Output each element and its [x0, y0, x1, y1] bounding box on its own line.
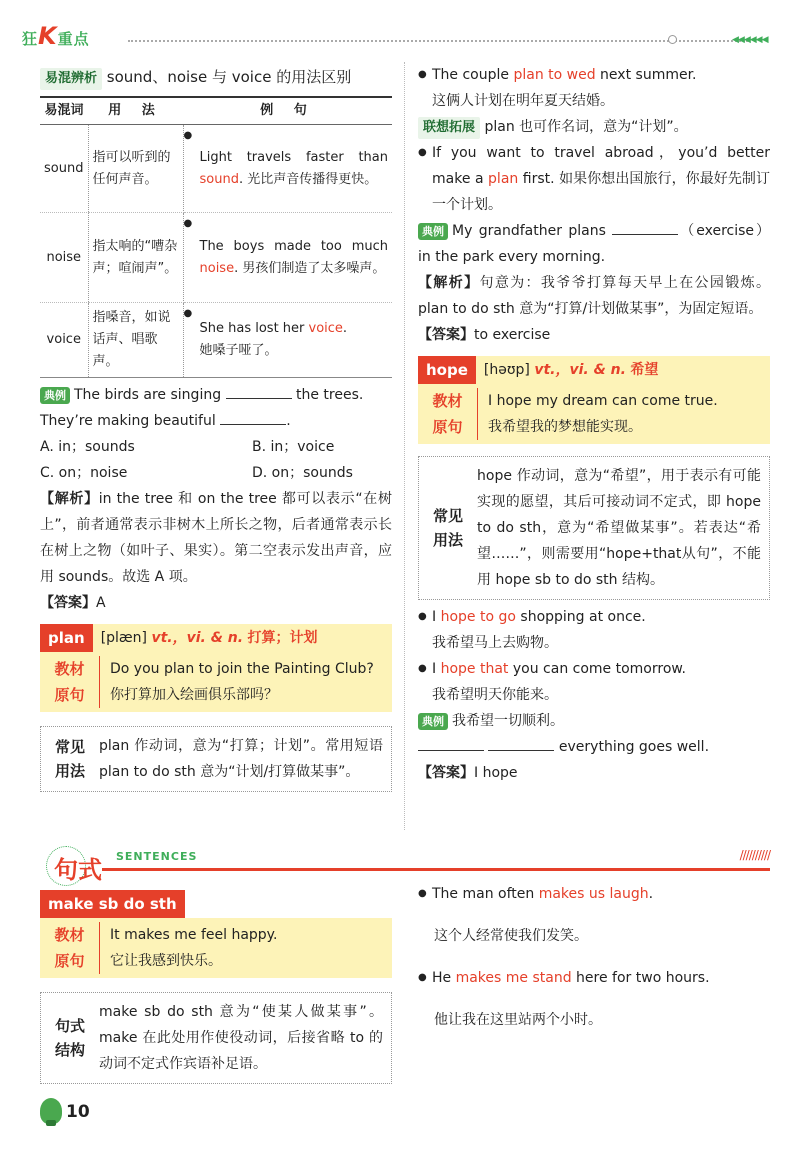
pattern-textbook-box: 教材 原句 It makes me feel happy. 它让我感到快乐。	[40, 918, 392, 978]
example-tag: 典例	[40, 387, 70, 404]
option-c[interactable]: C. on；noise	[40, 465, 128, 481]
pattern-bar: make sb do sth	[40, 890, 392, 918]
example1: 典例 The birds are singing the trees. They’re making beautiful . A. in；sounds B. in；voice C. on；noise D. on；sounds 【解析】in the tree 和 on the tree 都可以表示“在树上”，前者通常表示非树木上所长之物，后者通常表示长在树上之物（如叶子、果实）。第二空表示发出声音，应用 sounds。故选 A 项。 【答案】A	[40, 382, 392, 616]
section-rule	[102, 868, 770, 871]
lightbulb-icon	[40, 1098, 62, 1124]
plan-exercise: 典例 My grandfather plans （exercise）in the park every morning.	[418, 223, 770, 265]
option-a[interactable]: A. in；sounds	[40, 439, 135, 455]
page-number: 10	[66, 1102, 90, 1122]
hope-word-bar: hope [həʊp] vt.，vi. & n. 希望	[418, 356, 770, 384]
header-arrows-icon: ◀◀◀◀◀◀	[732, 35, 768, 45]
page-header	[0, 0, 800, 50]
hope-word: hope	[418, 356, 476, 384]
plan-example-2: ● If you want to travel abroad，you’d better make a plan first. 如果你想出国旅行，你最好先制订一个计划。	[418, 140, 770, 218]
left-column	[40, 64, 392, 792]
plan-example-1: ● The couple plan to wed next summer.	[418, 62, 770, 88]
plan-textbook-box: 教材 原句 Do you plan to join the Painting Club? 你打算加入绘画俱乐部吗？	[40, 652, 392, 712]
table-header-row: 易混词 用 法 例 句	[40, 97, 392, 125]
header-ring-icon	[668, 35, 677, 44]
pattern-structure-box: 句式 结构 make sb do sth 意为“使某人做某事”。make 在此处用作使役动词，后接省略 to 的动词不定式作宾语补足语。	[40, 992, 392, 1084]
association: 联想拓展 plan 也可作名词，意为“计划”。	[418, 114, 770, 140]
answer-blank[interactable]	[612, 221, 678, 235]
page-footer	[40, 1098, 100, 1128]
plan-analysis: 【解析】句意为：我爷爷打算每天早上在公园锻炼。plan to do sth 意为“打算/计划做某事”，为固定短语。	[418, 275, 771, 317]
column-divider	[404, 62, 405, 830]
analysis: 【解析】in the tree 和 on the tree 都可以表示“在树上”，前者通常表示非树木上所长之物，后者通常表示长在树上之物（如叶子、果实）。第二空表示发出声音，应用 sounds。故选 A 项。	[40, 491, 392, 585]
pattern-example-2: ● He makes me stand here for two hours.	[418, 964, 770, 992]
pattern-example-1: ● The man often makes us laugh.	[418, 880, 770, 908]
section-header: 句式 SENTENCES //////////	[40, 846, 770, 886]
right-column: ● The couple plan to wed next summer. 这俩人计划在明年夏天结婚。 联想拓展 plan 也可作名词，意为“计划”。 ● If you want to travel abroad，you’d better make a plan first. 如果你想出国旅行，你最好先制订一个计划。 典例 My grandfather plans （exercise）in the park every morning. 【解析】句意为：我爷爷打算每天早上在公园锻炼。plan to do sth 意为“打算/计划做某事”，为固定短语。 【答案】to exercise hope [həʊp] vt.，vi. & n. 希望 教材 原句 I hope my dream can come true. 我希望我的梦想能实现。 常见 用法 hope 作动词，意为“希望”，用于表示有可能实现的愿望，其后可接动词不定式，即 hope to do sth，意为“希望做某事”。若表达“希望……”，则需要用“hope+that从句”，不能用 hope sb to do sth 结构。 ● I hope to go shopping at once. 我希望马上去购物。 ● I hope that you can come tomorrow. 我希望明天你能来。 典例 我希望一切顺利。 everything goes well. 【答案】I hope	[418, 62, 770, 786]
hope-answer: 【答案】I hope	[418, 765, 518, 781]
answer-blank[interactable]	[220, 411, 286, 425]
option-d[interactable]: D. on；sounds	[252, 465, 353, 481]
answer-blank[interactable]	[488, 737, 554, 751]
hope-usage-box: 常见 用法 hope 作动词，意为“希望”，用于表示有可能实现的愿望，其后可接动词不定式，即 hope to do sth，意为“希望做某事”。若表达“希望……”，则需要用“hope+that从句”，不能用 hope sb to do sth 结构。	[418, 456, 770, 600]
table-row: sound 指可以听到的任何声音。 ● Light travels faster than sound. 光比声音传播得更快。	[40, 125, 392, 213]
plan-answer: 【答案】to exercise	[418, 327, 551, 343]
pattern-right: ● The man often makes us laugh. 这个人经常使我们发笑。 ● He makes me stand here for two hours. 他让我在这里站两个小时。	[418, 880, 770, 1034]
header-dotted-line	[128, 40, 748, 42]
plan-usage-box: 常见 用法 plan 作动词，意为“打算；计划”。常用短语 plan to do sth 意为“计划/打算做某事”。	[40, 726, 392, 792]
hope-exercise: 典例 我希望一切顺利。	[418, 708, 770, 734]
options-list	[40, 434, 392, 486]
hope-example-2: ● I hope that you can come tomorrow.	[418, 656, 770, 682]
answer-blank[interactable]	[418, 737, 484, 751]
section-hatch-icon: //////////	[739, 848, 770, 862]
plan-word-bar: plan [plæn] vt.，vi. & n. 打算；计划	[40, 624, 392, 652]
confusion-title: 易混辨析 sound、noise 与 voice 的用法区别	[40, 64, 392, 90]
hope-textbook-box: 教材 原句 I hope my dream can come true. 我希望我的梦想能实现。	[418, 384, 770, 444]
answer-blank[interactable]	[226, 385, 292, 399]
book-logo: 狂K重点	[22, 22, 90, 50]
comparison-table	[40, 96, 392, 378]
table-row: noise 指太响的“嘈杂声；喧闹声”。 ● The boys made too much noise. 男孩们制造了太多噪声。	[40, 213, 392, 303]
option-b[interactable]: B. in；voice	[252, 439, 335, 455]
confusion-tag: 易混辨析	[40, 68, 102, 90]
pattern-left	[40, 890, 392, 1084]
hope-example-1: ● I hope to go shopping at once.	[418, 604, 770, 630]
answer: 【答案】A	[40, 595, 106, 611]
plan-word: plan	[40, 624, 93, 652]
table-row: voice 指嗓音，如说话声、唱歌声。 ● She has lost her voice. 她嗓子哑了。	[40, 303, 392, 378]
